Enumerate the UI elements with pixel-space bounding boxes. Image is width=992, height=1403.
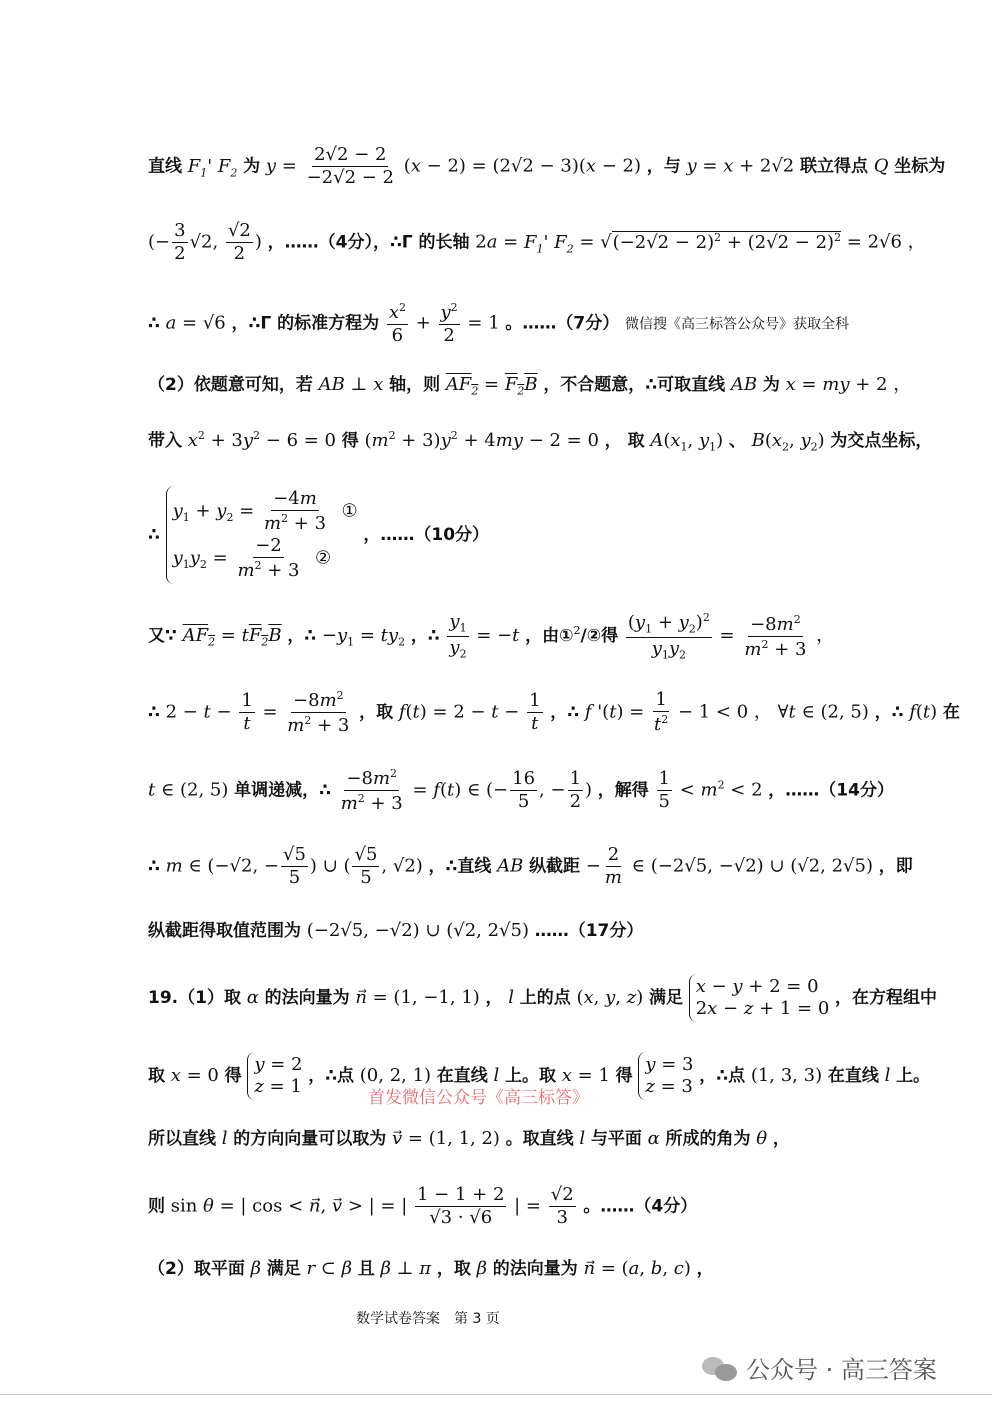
equation-system: x − y + 2 = 0 2x − z + 1 = 0: [689, 974, 830, 1022]
text: 为: [762, 375, 780, 395]
text: 则: [148, 1196, 165, 1217]
text: 满足: [266, 1259, 301, 1279]
text: 轴，则: [389, 375, 441, 395]
text: ， 取: [604, 431, 645, 451]
equation-system: $y_1 + y_2$ = $\frac{-4m}{m^2 + 3}$ ① $y_1y_2$ = $\frac{-2}{m^2 + 3}$ ②: [166, 486, 358, 584]
promo-note: 微信搜《高三标答公众号》获取全科: [624, 316, 849, 333]
text: 的法向量为: [492, 1259, 578, 1279]
page-footer: 数学试卷答案 第 3 页: [356, 1311, 500, 1327]
text: ，由①: [525, 626, 574, 647]
line-11: 纵截距得取值范围为 (−2√5, −√2) ∪ (√2, 2√5) ……（17分）: [148, 920, 644, 941]
text: ∴: [148, 525, 160, 545]
label: ①: [341, 500, 358, 522]
score-note: ，……（10分）: [363, 525, 490, 545]
score-note: ……（17分）: [534, 921, 644, 941]
text: ，∴: [874, 702, 904, 723]
line-9: t ∈ (2, 5) 单调递减，∴ $\frac{-8m^2}{m^2 + 3}$ = f(t) ∈ (− $\frac{16}{5}$ , − $\frac{1}{2}$ ) ，解得 $\frac{1}{5}$ < $m^2 < 2$ ，……（14分）: [148, 767, 894, 814]
equation-system: y = 2 z = 1: [247, 1052, 302, 1100]
text: ，∴: [550, 702, 580, 723]
text: ，∴Γ 的标准方程为: [231, 313, 380, 334]
text: ，取: [436, 1259, 471, 1279]
equation-system: y = 3 z = 3: [638, 1052, 693, 1100]
wechat-icon: [702, 1355, 738, 1381]
text: 。取直线: [505, 1129, 574, 1149]
line-7: 又∵ $AF_2 = tF_2B$ ，∴ $-y_1 = ty_2$ ，∴ $\frac{y_1}{y_2}$ = −t ，由①$^2$/②得 $\frac{(y_1 + y_2)^2}{y_1y_2}$ = $\frac{-8m^2}{m^2 + 3}$ ，: [148, 611, 835, 662]
brand-mark: [702, 1350, 937, 1385]
score-note: 。……（4分）: [583, 1196, 698, 1217]
text: 的方向向量可以取为: [233, 1129, 387, 1149]
text: 在直线: [436, 1066, 488, 1086]
watermark: 首发微信公众号《高三标答》: [368, 1088, 589, 1108]
text: 直线: [148, 156, 182, 177]
text: ，∴点: [699, 1066, 746, 1086]
line-16: （2）取平面 β 满足 r ⊂ β 且 β ⊥ π ，取 β 的法向量为 n⃗ = (a, b, c) ，: [148, 1258, 714, 1279]
line-15: 则 sin θ = | cos < n⃗, v⃗ > | = | $\frac{1 - 1 + 2}{√3 \cdot √6}$ | = $\frac{√2}{3}$ 。……（4分）: [148, 1184, 698, 1228]
text: 联立得点: [799, 156, 868, 177]
brand-text: 公众号 · 高三答案: [746, 1356, 937, 1384]
text: 上。取: [505, 1066, 557, 1086]
text: ，取: [359, 702, 394, 723]
text: 纵截距得取值范围为: [148, 921, 301, 941]
text: 19.（1）取: [148, 988, 241, 1008]
text: 为: [243, 156, 261, 177]
text: 坐标为: [894, 156, 946, 177]
line-1: 直线 $F_1'$ $F_2$ 为 y = $\frac{2√2 - 2}{-2√2 - 2}$ (x − 2) = (2√2 − 3)(x − 2) ，与 y = x + 2√2 联立得点 Q 坐标为: [148, 144, 946, 188]
text: ，不合题意，∴可取直线: [543, 375, 726, 395]
text: ，∴: [287, 626, 317, 647]
text: ，∴直线: [428, 856, 492, 877]
text: ，在方程组中: [835, 988, 938, 1008]
text: 得: [341, 431, 359, 451]
text: 单调递减，∴: [234, 780, 331, 801]
text: （2）依题意可知，若: [148, 375, 313, 395]
line-13: 取 x = 0 得 y = 2 z = 1 ，∴点 (0, 2, 1) 在直线 l 上。取 x = 1 得 y = 3 z = 3 ，∴点 (1, 3, 3) 在直线 l 上。: [148, 1052, 930, 1100]
text: 所成的角为: [665, 1129, 751, 1149]
text: 且: [357, 1259, 375, 1279]
line-14: 所以直线 l 的方向向量可以取为 v⃗ = (1, 1, 2) 。取直线 l 与平面 α 所成的角为 θ ，: [148, 1128, 790, 1149]
text: 得: [615, 1066, 633, 1086]
text: ∴: [148, 313, 160, 334]
score-note: 。……（7分）: [505, 313, 620, 334]
text: 取: [148, 1066, 165, 1086]
text: 满足: [648, 988, 683, 1008]
text: ∴: [148, 856, 160, 877]
text: 在: [942, 702, 960, 723]
text: 上的点: [519, 988, 571, 1008]
text: （2）取平面: [148, 1259, 245, 1279]
text: 为交点坐标，: [830, 431, 933, 451]
text: ∴: [148, 702, 160, 723]
text: ，解得: [597, 780, 649, 801]
line-3: ∴ a = √6 ，∴Γ 的标准方程为 $\frac{x^2}{6}$ + $\frac{y^2}{2}$ = 1 。……（7分） 微信搜《高三标答公众号》获取全科: [148, 301, 849, 346]
text: 在直线: [827, 1066, 879, 1086]
text: 的法向量为: [264, 988, 350, 1008]
line-4: （2）依题意可知，若 AB ⊥ x 轴，则 $AF_2 = F_2B$ ，不合题意，∴可取直线 AB 为 x = my + 2 ，: [148, 374, 912, 398]
line-2: (− $\frac{3}{2}$ √2, $\frac{√2}{2}$ ) ，……（4分），∴Γ 的长轴 $2a = F_1'$ $F_2 = √(-2√2 - 2)^2 + (2√2 - 2)^2 = 2√6$ ，: [148, 220, 926, 264]
score-note: ，……（4分），∴Γ 的长轴: [267, 232, 470, 253]
line-6: [148, 486, 489, 584]
line-10: ∴ m ∈ (−√2, − $\frac{√5}{5}$ ) ∪ ( $\frac{√5}{5}$ , √2) ，∴直线 AB 纵截距 − $\frac{2}{m}$ ∈ (−2√5, −√2) ∪ (√2, 2√5) ，即: [148, 844, 913, 888]
divider: [0, 1394, 992, 1395]
text: 所以直线: [148, 1129, 216, 1149]
text: 纵截距: [529, 856, 581, 877]
text: ，∴点: [308, 1066, 355, 1086]
text: 、: [728, 431, 746, 451]
text: ，: [696, 1259, 714, 1279]
text: ，即: [878, 856, 913, 877]
line-8: ∴ 2 − t − $\frac{1}{t}$ = $\frac{-8m^2}{m^2 + 3}$ ，取 f(t) = 2 − t − $\frac{1}{t}$ ，∴ f '(t) = $\frac{1}{t^2}$ − 1 < 0 ， ∀t ∈ (2, 5) ，∴ f(t) 在: [148, 689, 960, 736]
text: 又∵: [148, 626, 177, 647]
label: ②: [314, 547, 332, 569]
text: ，与: [646, 156, 681, 177]
text: ，: [485, 988, 503, 1008]
text: 带入: [148, 431, 182, 451]
text: 与平面: [590, 1129, 642, 1149]
text: ，∴: [410, 626, 440, 647]
text: ，: [772, 1129, 790, 1149]
score-note: ，……（14分）: [768, 780, 894, 801]
line-12: 19.（1）取 α 的法向量为 n⃗ = (1, −1, 1) ， l 上的点 (x, y, z) 满足 x − y + 2 = 0 2x − z + 1 = 0 ，在方程组中: [148, 974, 937, 1022]
text: /②得: [580, 626, 619, 647]
text: 上。: [896, 1066, 931, 1086]
text: 得: [224, 1066, 242, 1086]
line-5: 带入 $x^2 + 3y^2 - 6 = 0$ 得 $(m^2 + 3)y^2 + 4my - 2 = 0$ ， 取 $A(x_1$, $y_1$) 、 $B(x_2$, $y_2$) 为交点坐标，: [148, 429, 933, 454]
